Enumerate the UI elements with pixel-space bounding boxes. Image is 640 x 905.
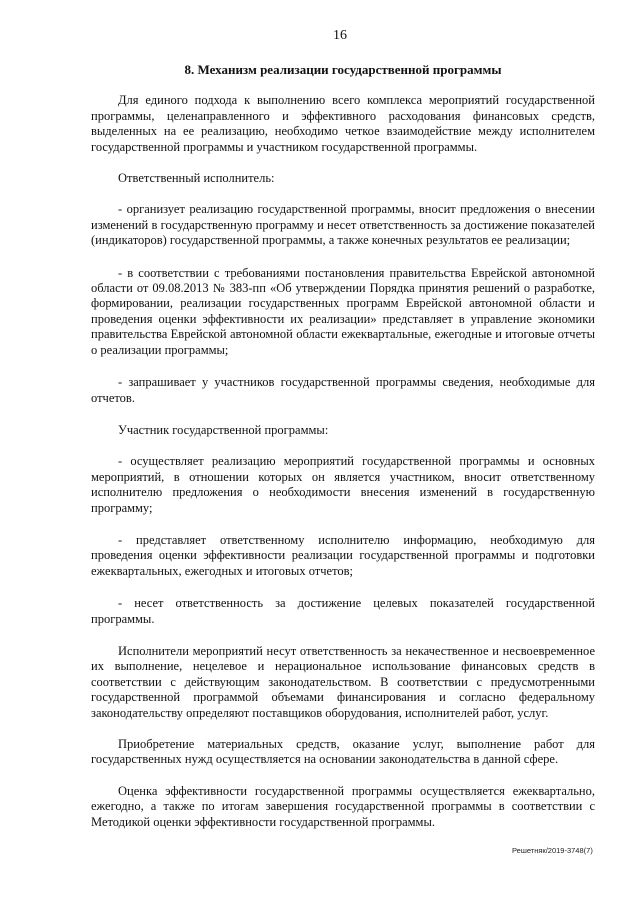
- paragraph-executor-duty-2: - в соответствии с требованиями постановления правительства Еврейской автономной области от 09.08.2013 № 383-пп «Об утверждении Порядка принятия решений о разработке, формировании, реализации государственных программ Еврейской автономной области и проведения оценки эффективности их реализации» представляет в управление экономики правительства Еврейской автономной области ежеквартальные, ежегодные и итоговые отчеты о реализации программы;: [91, 265, 595, 357]
- paragraph-responsibility: Исполнители мероприятий несут ответственность за некачественное и несвоевременное их выполнение, нецелевое и нерациональное использование финансовых средств в соответствии с действующим законодательством. В соответствии с предусмотренными государственной программой объемами финансирования и согласно федеральному законодательству определяют поставщиков оборудования, исполнителей работ, услуг.: [91, 643, 595, 720]
- paragraph-participant-duty-2: - представляет ответственному исполнителю информацию, необходимую для проведения оценки эффективности реализации государственной программы и подготовки ежеквартальных, ежегодных и итоговых отчетов;: [91, 532, 595, 578]
- paragraph-executor-duty-3: - запрашивает у участников государственной программы сведения, необходимые для отчетов.: [91, 375, 595, 405]
- paragraph-executor-duty-1: - организует реализацию государственной программы, вносит предложения о внесении изменений в государственную программу и несет ответственность за достижение показателей (индикаторов) государственной программы, а также конечных результатов ее реализации;: [91, 202, 595, 248]
- document-body: [91, 62, 595, 846]
- paragraph-procurement: Приобретение материальных средств, оказание услуг, выполнение работ для государственных нужд осуществляется на основании законодательства в данной сфере.: [91, 737, 595, 767]
- footer-document-code: Решетняк/2019-3748(7): [512, 846, 593, 855]
- paragraph-participant-duty-3: - несет ответственность за достижение целевых показателей государственной программы.: [91, 596, 595, 626]
- paragraph-responsible-executor-label: Ответственный исполнитель:: [118, 171, 275, 186]
- page-number: 16: [333, 28, 347, 43]
- paragraph-participant-label: Участник государственной программы:: [118, 422, 329, 437]
- section-heading: 8. Механизм реализации государственной программы: [184, 62, 502, 77]
- paragraph-evaluation: Оценка эффективности государственной программы осуществляется ежеквартально, ежегодно, а также по итогам завершения государственной программы в соответствии с Методикой оценки эффективности государственной программы.: [91, 783, 595, 829]
- paragraph-participant-duty-1: - осуществляет реализацию мероприятий государственной программы и основных мероприятий, в отношении которых он является участником, вносит ответственному исполнителю предложения о необходимости внесения изменений в государственную программу;: [91, 454, 595, 515]
- paragraph-intro: Для единого подхода к выполнению всего комплекса мероприятий государственной программы, целенаправленного и эффективного расходования финансовых средств, выделенных на ее реализацию, необходимо четкое взаимодействие между исполнителем государственной программы и участником государственной программы.: [91, 93, 595, 154]
